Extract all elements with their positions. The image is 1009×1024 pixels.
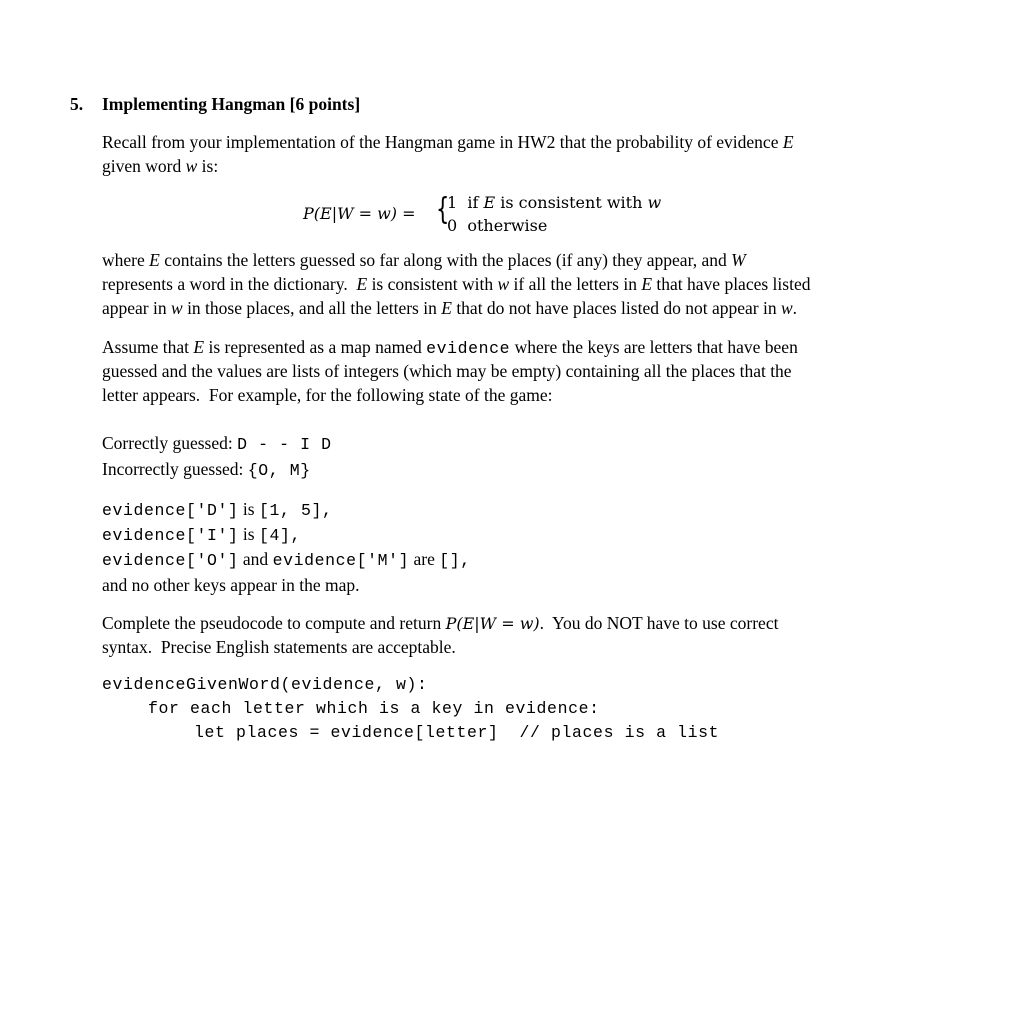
where-line-3: appear in w in those places, and all the letters in E that do not have places listed do not appear in w. <box>102 298 798 318</box>
question-title: Implementing Hangman [6 points] <box>102 94 361 114</box>
equation-case-2: 0 otherwise <box>447 216 548 235</box>
example-line-4: and no other keys appear in the map. <box>102 575 360 595</box>
example-line-2: evidence['I'] is [4], <box>102 524 301 545</box>
where-line-1: where E contains the letters guessed so far along with the places (if any) they appear, and W <box>102 250 746 270</box>
incorrectly-guessed: Incorrectly guessed: {O, M} <box>102 459 311 480</box>
example-line-3: evidence['O'] and evidence['M'] are [], <box>102 549 471 570</box>
assume-line-3: letter appears. For example, for the following state of the game: <box>102 385 553 405</box>
example-line-1: evidence['D'] is [1, 5], <box>102 499 333 520</box>
complete-line-1: Complete the pseudocode to compute and return P(E|W = w). You do NOT have to use correct <box>102 613 779 633</box>
equation-case-1: 1 if E is consistent with w <box>447 193 662 212</box>
code-line-1: evidenceGivenWord(evidence, w): <box>102 675 428 694</box>
question-number: 5. <box>70 94 84 114</box>
equation-lhs: P(E|W = w) = <box>303 204 421 223</box>
intro-line-2: given word w is: <box>102 156 219 176</box>
complete-line-2: syntax. Precise English statements are acceptable. <box>102 637 456 657</box>
code-line-3: let places = evidence[letter] // places is a list <box>194 723 720 742</box>
where-line-2: represents a word in the dictionary. E is consistent with w if all the letters in E that have places listed <box>102 274 811 294</box>
correctly-guessed: Correctly guessed: D - - I D <box>102 433 332 454</box>
intro-line-1: Recall from your implementation of the Hangman game in HW2 that the probability of evidence E <box>102 132 794 152</box>
assume-line-2: guessed and the values are lists of integers (which may be empty) containing all the places that the <box>102 361 792 381</box>
equation-brace: { <box>436 192 450 227</box>
code-line-2: for each letter which is a key in evidence: <box>148 699 600 718</box>
assume-line-1: Assume that E is represented as a map named evidence where the keys are letters that have been <box>102 337 798 358</box>
